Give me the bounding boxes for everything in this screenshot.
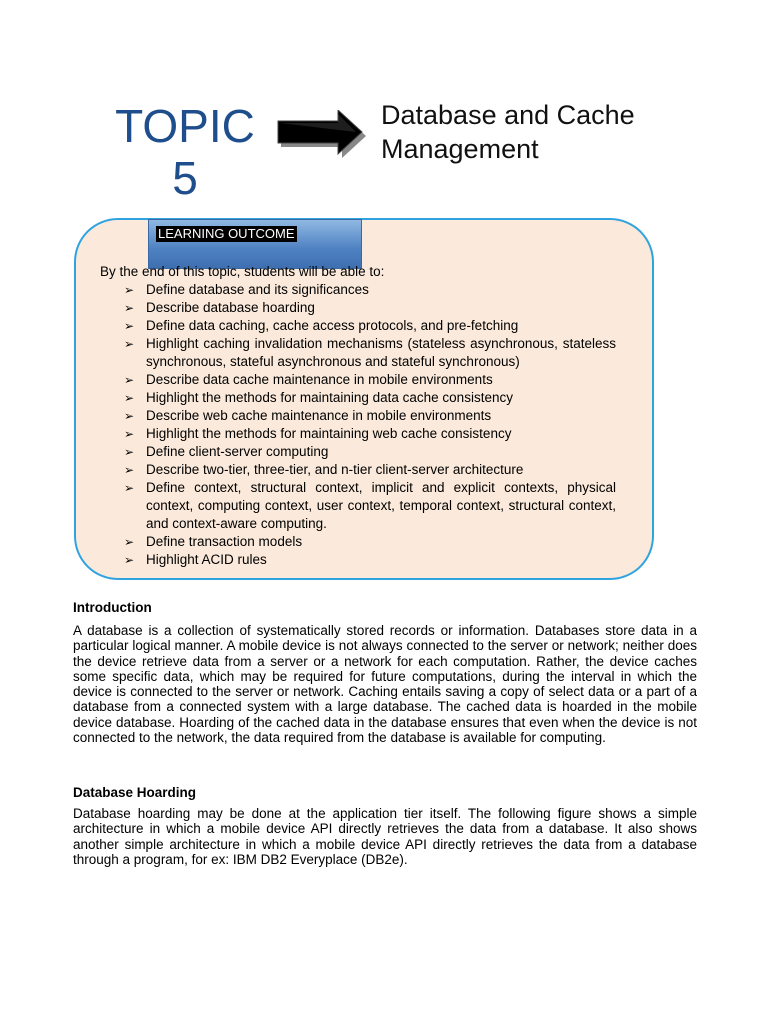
arrowhead-bullet-icon: ➢ xyxy=(124,535,135,549)
list-item: ➢ Describe two-tier, three-tier, and n-tier client-server architecture xyxy=(124,462,524,477)
topic-number: 5 xyxy=(172,152,198,204)
arrowhead-bullet-icon: ➢ xyxy=(124,391,135,405)
list-item: ➢ Highlight ACID rules xyxy=(124,552,267,567)
learning-outcome-label: LEARNING OUTCOME xyxy=(158,226,295,241)
database-hoarding-body: Database hoarding may be done at the application tier itself. The following figure shows a simple architecture in which a mobile device API directly retrieves the data from a database. It also shows another simple architecture in which a mobile device API directly retrieves the data from a database through a program, for ex: IBM DB2 Everyplace (DB2e). xyxy=(73,806,697,867)
arrowhead-bullet-icon: ➢ xyxy=(124,337,135,351)
topic-title xyxy=(381,98,635,166)
topic-label xyxy=(100,100,270,204)
list-item: ➢ Highlight the methods for maintaining web cache consistency xyxy=(124,426,512,441)
list-item: ➢ Define client-server computing xyxy=(124,444,329,459)
introduction-heading: Introduction xyxy=(73,600,152,615)
list-item: ➢ Define database and its significances xyxy=(124,282,369,297)
arrowhead-bullet-icon: ➢ xyxy=(124,301,135,315)
list-item: ➢ Define data caching, cache access protocols, and pre-fetching xyxy=(124,318,519,333)
arrowhead-bullet-icon: ➢ xyxy=(124,373,135,387)
learning-outcome-list xyxy=(124,281,616,569)
arrowhead-bullet-icon: ➢ xyxy=(124,319,135,333)
introduction-body: A database is a collection of systematically stored records or information. Databases store data in a particular logical manner. A mobile device is not always connected to the server or network; neither does the device retrieve data from a server or a network for each computation. Rather, the device caches some specific data, which may be required for future computations, during the interval in which the device is connected to the server or network. Caching entails saving a copy of select data or a part of a database from a connected system with a large database. The cached data is hoarded in the mobile device database. Hoarding of the cached data in the database ensures that even when the device is not connected to the network, the data required from the database is available for computing. xyxy=(73,623,697,746)
list-item: ➢ Describe web cache maintenance in mobile environments xyxy=(124,408,492,423)
arrowhead-bullet-icon: ➢ xyxy=(124,427,135,441)
list-item: ➢ Describe database hoarding xyxy=(124,300,315,315)
arrowhead-bullet-icon: ➢ xyxy=(124,409,135,423)
list-item: ➢ Highlight caching invalidation mechanisms (stateless asynchronous, stateless synchronous, stateful asynchronous and stateful synchronous) xyxy=(124,336,616,369)
arrowhead-bullet-icon: ➢ xyxy=(124,283,135,297)
title-line-2: Management xyxy=(381,134,539,164)
list-item: ➢ Define transaction models xyxy=(124,534,303,549)
arrowhead-bullet-icon: ➢ xyxy=(124,463,135,477)
topic-word: TOPIC xyxy=(115,100,255,152)
learning-outcome-intro: By the end of this topic, students will be able to: xyxy=(100,264,385,279)
arrowhead-bullet-icon: ➢ xyxy=(124,481,135,495)
arrowhead-bullet-icon: ➢ xyxy=(124,553,135,567)
title-line-1: Database and Cache xyxy=(381,100,635,130)
arrowhead-bullet-icon: ➢ xyxy=(124,445,135,459)
list-item: ➢ Define context, structural context, implicit and explicit contexts, physical context, computing context, user context, temporal context, structural context, and context-aware computing. xyxy=(124,480,616,531)
database-hoarding-heading: Database Hoarding xyxy=(73,785,197,800)
list-item: ➢ Highlight the methods for maintaining data cache consistency xyxy=(124,390,513,405)
list-item: ➢ Describe data cache maintenance in mobile environments xyxy=(124,372,493,387)
right-arrow-icon xyxy=(276,110,368,158)
